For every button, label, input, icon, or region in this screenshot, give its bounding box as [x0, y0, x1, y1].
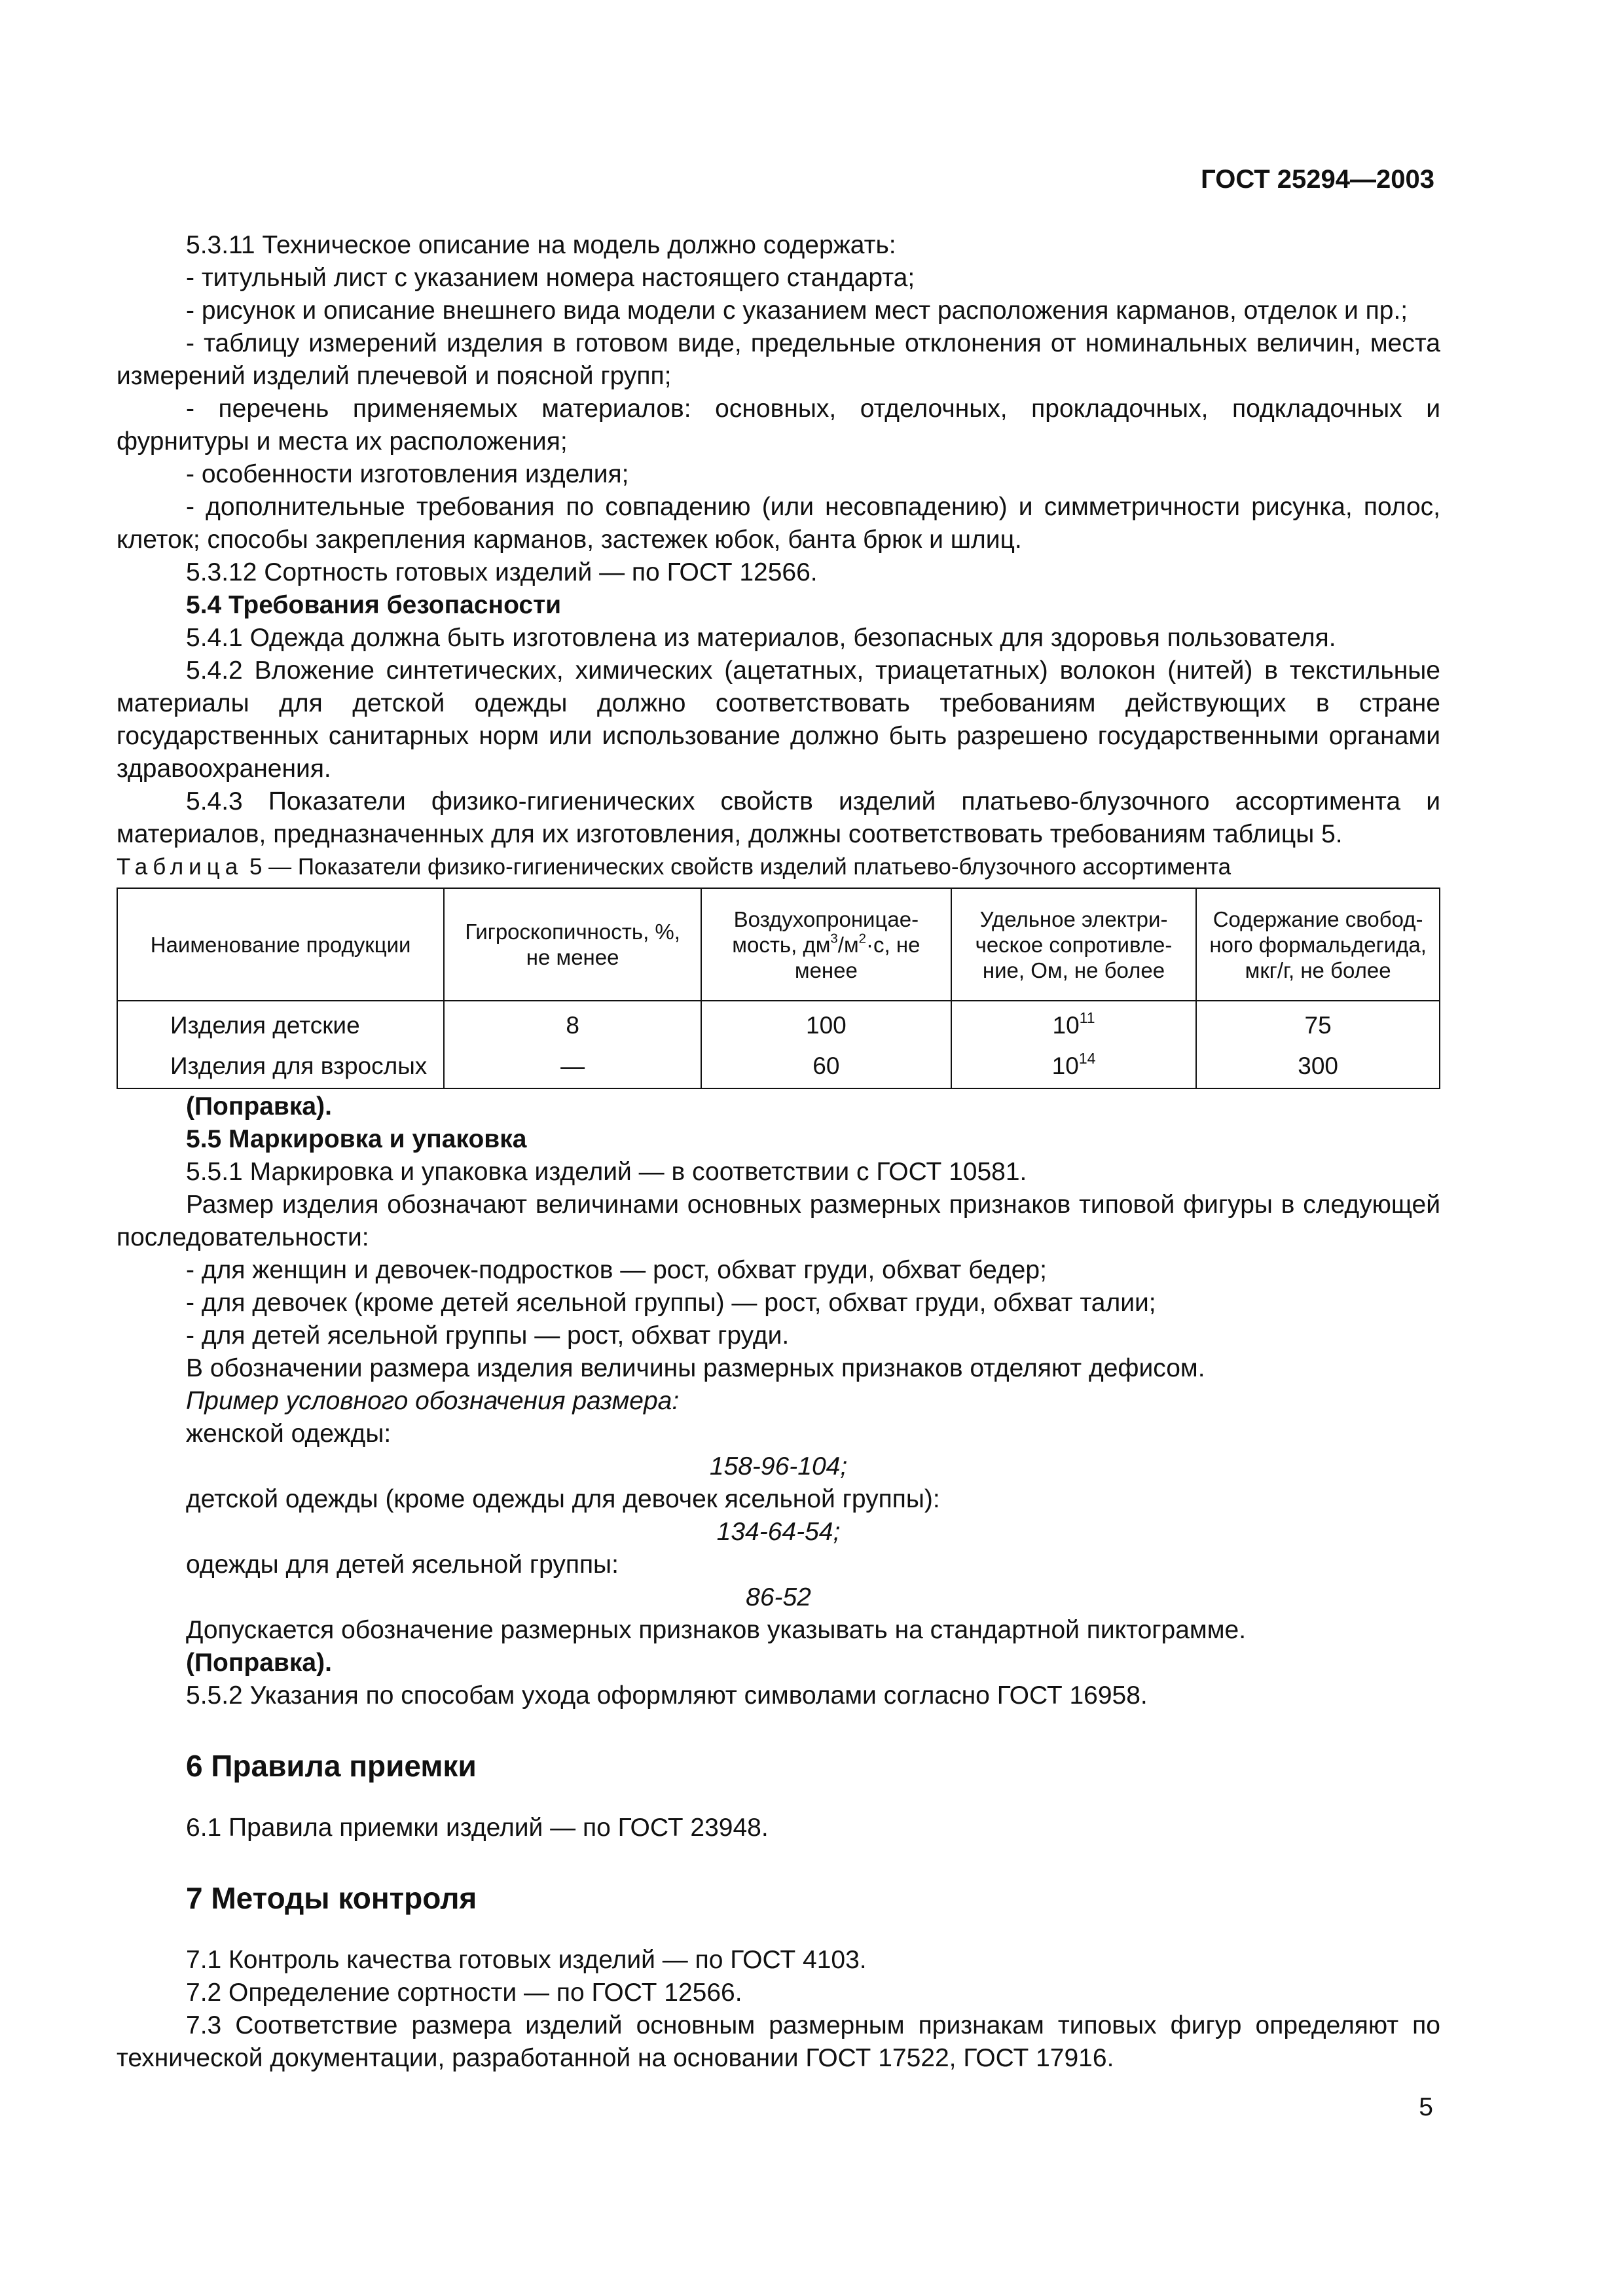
resistance-exponent: 14: [1078, 1049, 1096, 1067]
paragraph-hyphen-rule: В обозначении размера изделия величины размерных признаков отделяют дефисом.: [186, 1354, 1205, 1382]
table-row: [117, 1046, 1440, 1088]
table-row: [117, 1001, 1440, 1046]
paragraph-5-4-2: 5.4.2 Вложение синтетических, химических (ацетатных, триацетатных) волокон (нитей) в текстильные материалы для детской одежды должно соответствовать требованиям действующих в стране государственных санитарных норм или использование должно быть разрешено государственными органами здравоохранения.: [117, 656, 1440, 783]
air-header-part: ·с, не менее: [794, 932, 921, 982]
example-child-value: 134-64-54;: [716, 1518, 841, 1546]
resistance-base: 10: [1052, 1012, 1080, 1039]
cell-air-permeability: 100: [701, 1001, 951, 1046]
example-title: Пример условного обозначения размера:: [186, 1387, 680, 1415]
section-5-4-heading: 5.4 Требования безопасности: [186, 591, 562, 619]
amendment-note: (Поправка).: [186, 1649, 332, 1677]
cell-air-permeability: 60: [701, 1046, 951, 1088]
spacer: [117, 1918, 1440, 1944]
table-caption: [117, 851, 1440, 884]
example-infant-value: 86-52: [746, 1583, 811, 1611]
paragraph-5-5-1: 5.5.1 Маркировка и упаковка изделий — в соответствии с ГОСТ 10581.: [186, 1158, 1027, 1186]
list-item: - таблицу измерений изделия в готовом виде, предельные отклонения от номинальных величин, места измерений изделий плечевой и поясной групп;: [117, 329, 1440, 390]
list-item: - дополнительные требования по совпадению (или несовпадению) и симметричности рисунка, полос, клеток; способы закрепления карманов, застежек юбок, банта брюк и шлиц.: [117, 493, 1440, 554]
list-item: - перечень применяемых материалов: основных, отделочных, прокладочных, подкладочных и фурнитуры и места их расположения;: [117, 395, 1440, 456]
example-child-label: детской одежды (кроме одежды для девочек ясельной группы):: [186, 1485, 940, 1513]
example-infant-label: одежды для детей ясельной группы:: [186, 1551, 619, 1579]
paragraph-6-1: 6.1 Правила приемки изделий — по ГОСТ 23948.: [186, 1814, 769, 1842]
table-5: [117, 888, 1440, 1089]
amendment-note: (Поправка).: [186, 1092, 332, 1121]
document-id-header: ГОСТ 25294—2003: [1201, 165, 1434, 194]
resistance-exponent: 11: [1079, 1009, 1095, 1026]
table-caption-title: 5 — Показатели физико-гигиенических свойств изделий платьево-блузочного ассортимента: [243, 854, 1231, 880]
column-header-air-permeability: [701, 888, 951, 1001]
paragraph-7-2: 7.2 Определение сортности — по ГОСТ 12566.: [186, 1979, 742, 2007]
table-header-row: [117, 888, 1440, 1001]
cell-resistance: [951, 1001, 1197, 1046]
paragraph-7-1: 7.1 Контроль качества готовых изделий — по ГОСТ 4103.: [186, 1946, 867, 1974]
cell-formaldehyde: 300: [1196, 1046, 1440, 1088]
cell-hygroscopicity: 8: [444, 1001, 701, 1046]
paragraph-5-4-1: 5.4.1 Одежда должна быть изготовлена из материалов, безопасных для здоровья пользователя.: [186, 624, 1336, 652]
paragraph-pictogram: Допускается обозначение размерных признаков указывать на стандартной пиктограмме.: [186, 1616, 1247, 1644]
column-header-resistance: Удельное электри-ческое сопротивле-ние, Ом, не более: [951, 888, 1197, 1001]
list-item: - для девочек (кроме детей ясельной группы) — рост, обхват груди, обхват талии;: [186, 1289, 1156, 1317]
air-header-sup: 2: [858, 931, 867, 946]
section-6-heading: 6 Правила приемки: [186, 1749, 477, 1783]
page-number: 5: [1419, 2093, 1433, 2121]
example-women-value: 158-96-104;: [709, 1452, 848, 1480]
list-item: - для женщин и девочек-подростков — рост, обхват груди, обхват бедер;: [186, 1256, 1047, 1284]
air-header-part: /м: [837, 932, 859, 957]
air-header-part: Воздухопроницае-мость, дм: [732, 906, 919, 957]
cell-hygroscopicity: —: [444, 1046, 701, 1088]
paragraph-5-3-12: 5.3.12 Сортность готовых изделий — по ГОСТ 12566.: [186, 558, 818, 586]
spacer: [117, 1785, 1440, 1812]
list-item: - для детей ясельной группы — рост, обхват груди.: [186, 1321, 790, 1350]
column-header-product: Наименование продукции: [117, 888, 444, 1001]
air-header-sup: 3: [830, 931, 838, 946]
paragraph-5-3-11: 5.3.11 Техническое описание на модель должно содержать:: [186, 231, 896, 259]
section-7-heading: 7 Методы контроля: [186, 1881, 477, 1915]
cell-product: Изделия детские: [117, 1001, 444, 1046]
column-header-formaldehyde: Содержание свобод-ного формальдегида, мкг/г, не более: [1196, 888, 1440, 1001]
cell-resistance: [951, 1046, 1197, 1088]
page-body: [117, 229, 1440, 2075]
paragraph-size-designation: Размер изделия обозначают величинами основных размерных признаков типовой фигуры в следующей последовательности:: [117, 1191, 1440, 1251]
example-women-label: женской одежды:: [186, 1420, 392, 1448]
cell-formaldehyde: 75: [1196, 1001, 1440, 1046]
paragraph-5-5-2: 5.5.2 Указания по способам ухода оформляют символами согласно ГОСТ 16958.: [186, 1681, 1148, 1710]
section-5-5-heading: 5.5 Маркировка и упаковка: [186, 1125, 527, 1153]
column-header-hygroscopicity: Гигроскопичность, %, не менее: [444, 888, 701, 1001]
spacer: [117, 1844, 1440, 1878]
cell-product: Изделия для взрослых: [117, 1046, 444, 1088]
resistance-base: 10: [1051, 1052, 1079, 1079]
list-item: - особенности изготовления изделия;: [186, 460, 629, 488]
spacer: [117, 1712, 1440, 1746]
list-item: - рисунок и описание внешнего вида модели с указанием мест расположения карманов, отделок и пр.;: [186, 296, 1408, 325]
list-item: - титульный лист с указанием номера настоящего стандарта;: [186, 264, 915, 292]
table-caption-label: Таблица: [117, 854, 244, 880]
paragraph-5-4-3: 5.4.3 Показатели физико-гигиенических свойств изделий платьево-блузочного ассортимента и материалов, предназначенных для их изготовления, должны соответствовать требованиям таблицы 5.: [117, 787, 1440, 848]
paragraph-7-3: 7.3 Соответствие размера изделий основным размерным признакам типовых фигур определяют по технической документации, разработанной на основании ГОСТ 17522, ГОСТ 17916.: [117, 2011, 1440, 2072]
